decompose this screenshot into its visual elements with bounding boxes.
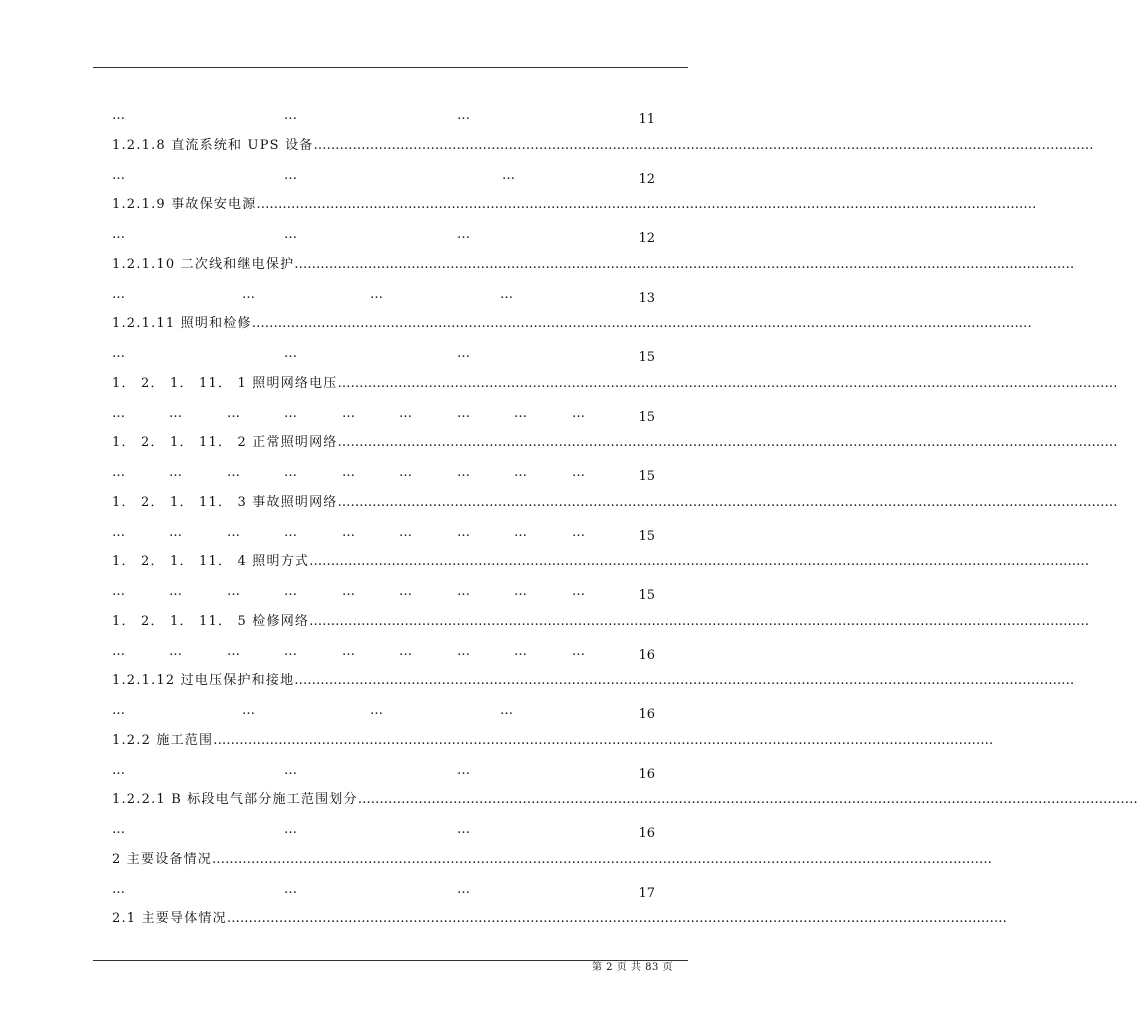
toc-entry[interactable]: [112, 313, 1032, 335]
leader-dots: …: [457, 822, 470, 837]
leader-dots: …: [227, 524, 240, 540]
leader-dots: …: [284, 346, 297, 361]
leader-dots: …: [112, 108, 125, 123]
leader-dots: ………………………………………………………………………………………………………………………………………………………………: [212, 851, 993, 867]
leader-dots: …: [112, 703, 125, 718]
leader-dots: …: [112, 346, 125, 361]
toc-continuation-line: [112, 819, 655, 841]
leader-dots: …: [500, 703, 513, 718]
leader-dots: …: [457, 643, 470, 659]
leader-dots: …: [112, 762, 125, 778]
toc-page-number: 15: [638, 469, 655, 484]
toc-page-number: 15: [638, 350, 655, 365]
leader-dots: …: [112, 227, 125, 242]
leader-dots: …: [112, 881, 125, 897]
toc-continuation-line: [112, 879, 655, 901]
toc-continuation-line: [112, 105, 655, 127]
leader-dots: …: [227, 584, 240, 599]
footer-rule: [93, 960, 688, 961]
leader-dots: …: [399, 405, 412, 421]
leader-dots: ………………………………………………………………………………………………………………………………………………………………: [256, 197, 1037, 212]
toc-entry[interactable]: [112, 611, 1090, 633]
leader-dots: …: [169, 465, 182, 480]
leader-dots: …: [572, 584, 585, 599]
leader-dots: …: [112, 286, 125, 302]
toc-entry[interactable]: [112, 254, 1075, 276]
leader-dots: …: [457, 405, 470, 421]
toc-entry-title: 1． 2． 1． 11． 2 正常照明网络: [112, 435, 338, 450]
leader-dots: …: [514, 524, 527, 540]
leader-dots: …: [457, 881, 470, 897]
leader-dots: …: [572, 524, 585, 540]
leader-dots: …: [112, 822, 125, 837]
leader-dots: …: [284, 762, 297, 778]
leader-dots: …: [370, 703, 383, 718]
toc-entry-title: 1.2.1.11 照明和检修: [112, 316, 252, 331]
toc-continuation-line: [112, 700, 655, 722]
leader-dots: ………………………………………………………………………………………………………………………………………………………………: [226, 911, 1007, 926]
toc-page-number: 16: [638, 826, 655, 841]
leader-dots: ………………………………………………………………………………………………………………………………………………………………: [309, 554, 1090, 569]
toc-entry[interactable]: [112, 789, 1138, 811]
toc-entry[interactable]: [112, 849, 993, 871]
page-footer: 第 2 页 共 83 页: [592, 962, 673, 973]
leader-dots: …: [572, 405, 585, 421]
toc-continuation-line: [112, 581, 655, 603]
toc-entry[interactable]: [112, 432, 1118, 454]
leader-dots: …: [112, 643, 125, 659]
leader-dots: …: [399, 524, 412, 540]
leader-dots: …: [399, 465, 412, 480]
leader-dots: …: [169, 643, 182, 659]
toc-entry[interactable]: [112, 194, 1037, 216]
leader-dots: …: [169, 524, 182, 540]
leader-dots: …: [342, 584, 355, 599]
toc-page-number: 16: [638, 707, 655, 722]
toc-entry-title: 1.2.1.8 直流系统和 UPS 设备: [112, 137, 314, 153]
leader-dots: …: [399, 643, 412, 659]
toc-entry-title: 2.1 主要导体情况: [112, 911, 227, 926]
toc-page-number: 16: [638, 766, 655, 782]
toc-entry-title: 1.2.2 施工范围: [112, 732, 214, 748]
toc-entry-title: 1． 2． 1． 11． 3 事故照明网络: [112, 494, 338, 510]
toc-entry-title: 1． 2． 1． 11． 1 照明网络电压: [112, 375, 338, 391]
toc-continuation-line: [112, 462, 655, 484]
leader-dots: …: [457, 465, 470, 480]
toc-entry-title: 1.2.1.12 过电压保护和接地: [112, 673, 295, 688]
leader-dots: …: [112, 465, 125, 480]
leader-dots: …: [169, 405, 182, 421]
leader-dots: …: [242, 286, 255, 302]
leader-dots: ………………………………………………………………………………………………………………………………………………………………: [294, 673, 1075, 688]
leader-dots: …: [284, 643, 297, 659]
leader-dots: …: [227, 405, 240, 421]
leader-dots: …: [500, 286, 513, 302]
leader-dots: ………………………………………………………………………………………………………………………………………………………………: [337, 375, 1118, 391]
toc-continuation-line: [112, 343, 655, 365]
leader-dots: …: [514, 584, 527, 599]
leader-dots: …: [457, 346, 470, 361]
leader-dots: ………………………………………………………………………………………………………………………………………………………………: [313, 137, 1094, 153]
leader-dots: …: [284, 524, 297, 540]
leader-dots: …: [284, 584, 297, 599]
leader-dots: ………………………………………………………………………………………………………………………………………………………………: [337, 494, 1118, 510]
leader-dots: …: [457, 108, 470, 123]
toc-page-number: 11: [638, 112, 655, 127]
toc-page-number: 15: [638, 528, 655, 544]
leader-dots: …: [112, 584, 125, 599]
toc-entry-title: 1． 2． 1． 11． 5 检修网络: [112, 613, 310, 629]
leader-dots: …: [399, 584, 412, 599]
toc-page-number: 16: [638, 647, 655, 663]
leader-dots: …: [457, 762, 470, 778]
leader-dots: …: [514, 405, 527, 421]
toc-page-number: 15: [638, 409, 655, 425]
leader-dots: …: [457, 227, 470, 242]
leader-dots: …: [284, 167, 297, 183]
leader-dots: …: [514, 465, 527, 480]
toc-page-number: 13: [638, 290, 655, 306]
leader-dots: …: [284, 822, 297, 837]
toc-continuation-line: [112, 403, 655, 425]
leader-dots: …: [112, 524, 125, 540]
toc-entry[interactable]: [112, 730, 994, 752]
toc-entry-title: 2 主要设备情况: [112, 851, 213, 867]
leader-dots: ………………………………………………………………………………………………………………………………………………………………: [251, 316, 1032, 331]
toc-entry-title: 1.2.2.1 B 标段电气部分施工范围划分: [112, 792, 358, 807]
leader-dots: …: [514, 643, 527, 659]
leader-dots: ………………………………………………………………………………………………………………………………………………………………: [213, 732, 994, 748]
toc-entry[interactable]: [112, 908, 1007, 930]
toc-continuation-line: [112, 284, 655, 306]
leader-dots: …: [227, 643, 240, 659]
toc-entry-title: 1.2.1.9 事故保安电源: [112, 197, 257, 212]
leader-dots: …: [502, 167, 515, 183]
toc-entry[interactable]: [112, 492, 1118, 514]
leader-dots: ………………………………………………………………………………………………………………………………………………………………: [309, 613, 1090, 629]
leader-dots: …: [342, 643, 355, 659]
toc-continuation-line: [112, 522, 655, 544]
toc-entry[interactable]: [112, 670, 1075, 692]
leader-dots: …: [342, 524, 355, 540]
toc-page-number: 12: [638, 231, 655, 246]
leader-dots: …: [112, 405, 125, 421]
leader-dots: …: [284, 227, 297, 242]
leader-dots: ………………………………………………………………………………………………………………………………………………………………: [357, 792, 1138, 807]
leader-dots: …: [370, 286, 383, 302]
toc-entry-title: 1． 2． 1． 11． 4 照明方式: [112, 554, 310, 569]
toc-entry[interactable]: [112, 373, 1118, 395]
toc-page-number: 17: [638, 885, 655, 901]
toc-continuation-line: [112, 760, 655, 782]
leader-dots: ………………………………………………………………………………………………………………………………………………………………: [337, 435, 1118, 450]
leader-dots: …: [572, 465, 585, 480]
leader-dots: …: [457, 524, 470, 540]
leader-dots: …: [227, 465, 240, 480]
leader-dots: ………………………………………………………………………………………………………………………………………………………………: [294, 256, 1075, 272]
leader-dots: …: [284, 881, 297, 897]
toc-entry[interactable]: [112, 551, 1090, 573]
toc-entry[interactable]: [112, 135, 1094, 157]
leader-dots: …: [284, 108, 297, 123]
toc-entry-title: 1.2.1.10 二次线和继电保护: [112, 256, 295, 272]
leader-dots: …: [572, 643, 585, 659]
leader-dots: …: [169, 584, 182, 599]
leader-dots: …: [242, 703, 255, 718]
leader-dots: …: [284, 405, 297, 421]
header-rule: [93, 67, 688, 68]
leader-dots: …: [284, 465, 297, 480]
leader-dots: …: [342, 465, 355, 480]
leader-dots: …: [342, 405, 355, 421]
toc-continuation-line: [112, 641, 655, 663]
toc-page-number: 15: [638, 588, 655, 603]
leader-dots: …: [112, 167, 125, 183]
toc-continuation-line: [112, 224, 655, 246]
toc-continuation-line: [112, 165, 655, 187]
leader-dots: …: [457, 584, 470, 599]
toc-page-number: 12: [638, 171, 655, 187]
